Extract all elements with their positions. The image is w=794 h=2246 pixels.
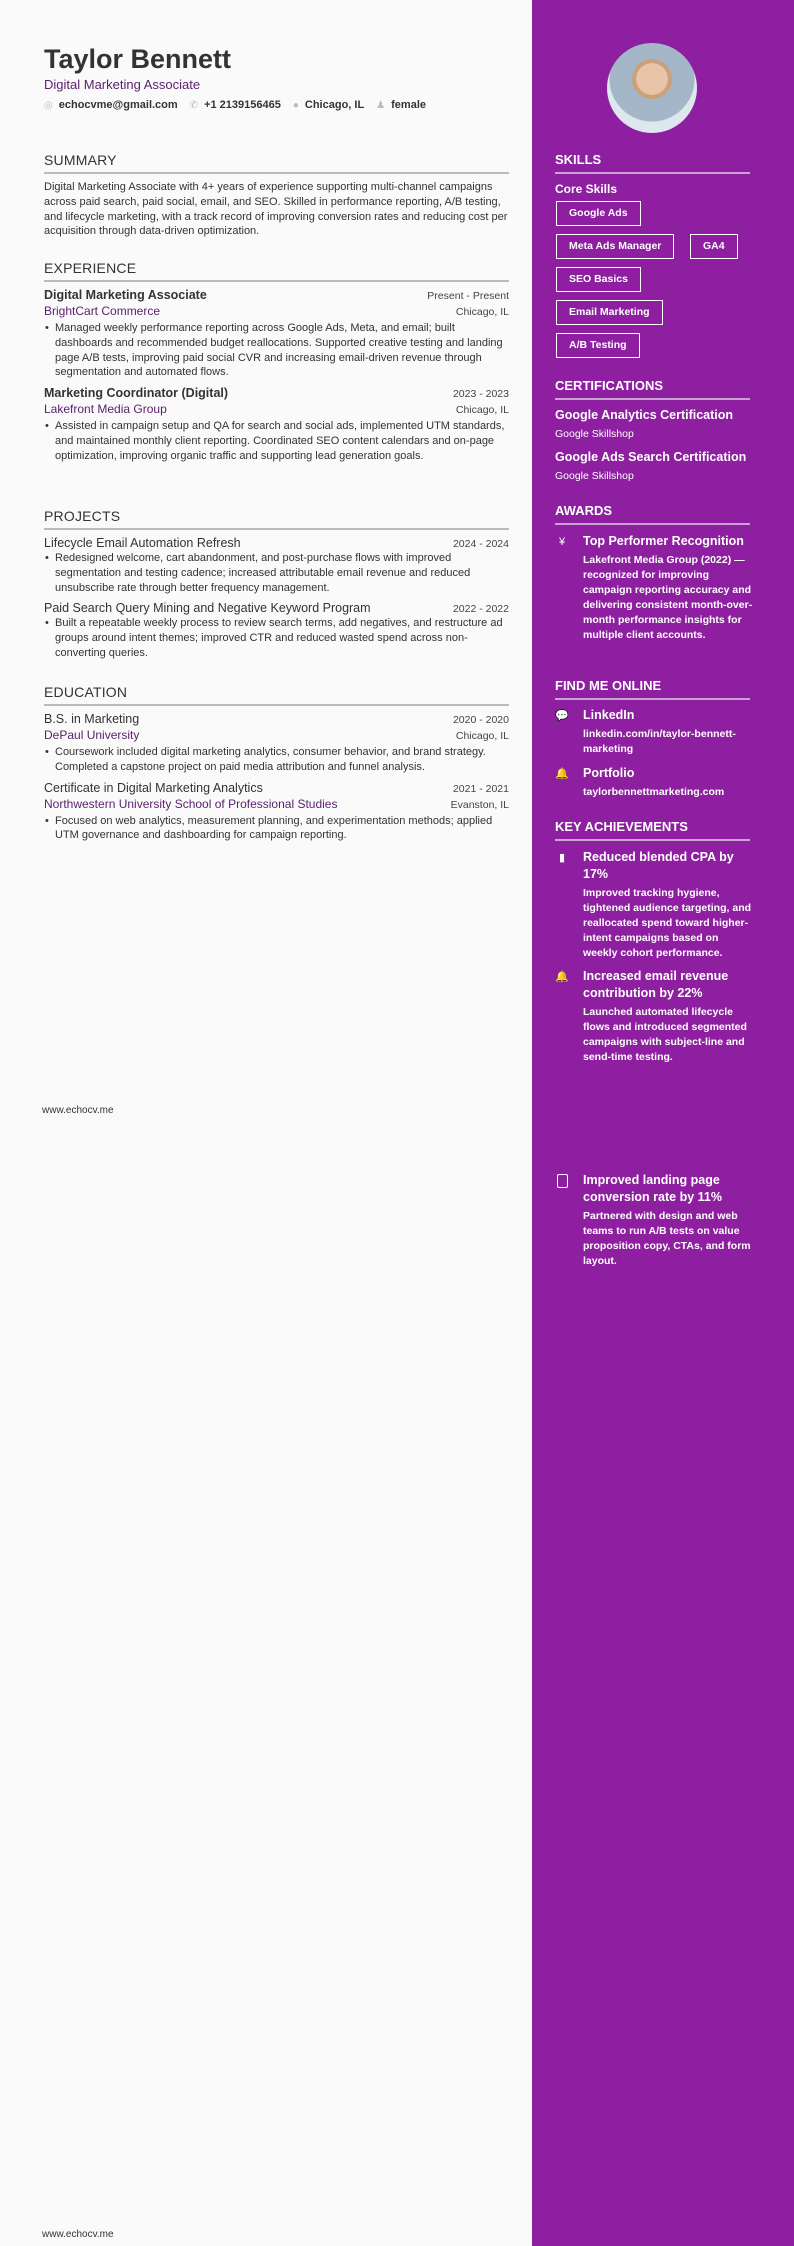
job-bullet: • Assisted in campaign setup and QA for search and social ads, implemented UTM standards, and maintained monthly client reporting. Coordinated SEO content calendars and on-page optimization, improving organic traffic and supporting lead generation goals. bbox=[44, 419, 509, 463]
achievement-title: Reduced blended CPA by 17% bbox=[583, 850, 734, 881]
achievement-title: Improved landing page conversion rate by 11% bbox=[583, 1173, 722, 1204]
job-location: Chicago, IL bbox=[455, 306, 509, 318]
achievement-desc: Improved tracking hygiene, tightened audience targeting, and reallocated spend toward higher-intent campaigns based on weekly cohort performance. bbox=[583, 887, 752, 959]
skill-chip: Email Marketing bbox=[556, 300, 663, 325]
footer-link[interactable]: www.echocv.me bbox=[42, 2229, 114, 2240]
summary-text: Digital Marketing Associate with 4+ years of experience supporting multi-channel campaigns across paid search, paid social, email, and SEO. Skilled in performance reporting, A/B testing, and lifecycle marketing, with a track record of improving conversion rates and reducing cost per acquisition through data-driven optimization. bbox=[44, 181, 508, 238]
candidate-title: Digital Marketing Associate bbox=[44, 77, 201, 92]
section-heading: PROJECTS bbox=[44, 508, 509, 530]
education-item bbox=[44, 712, 509, 775]
section-heading: KEY ACHIEVEMENTS bbox=[555, 819, 750, 841]
project-bullet: • Built a repeatable weekly process to review search terms, add negatives, and restructure ad groups around intent themes; improved CTR and reduced wasted spend across non-converting queries. bbox=[44, 616, 509, 660]
document-icon: ▮ bbox=[558, 852, 566, 864]
candidate-name: Taylor Bennett bbox=[44, 44, 232, 74]
online-item[interactable] bbox=[583, 707, 753, 757]
project-item bbox=[44, 536, 509, 595]
experience-section bbox=[44, 260, 509, 470]
tablet-icon bbox=[557, 1174, 568, 1188]
cert-name: Google Ads Search Certification bbox=[555, 450, 747, 464]
job-dates: 2023 - 2023 bbox=[452, 388, 509, 401]
profile-photo bbox=[607, 43, 697, 133]
project-title: Lifecycle Email Automation Refresh bbox=[44, 536, 241, 550]
experience-item bbox=[44, 288, 509, 380]
email-text: echocvme@gmail.com bbox=[58, 99, 178, 111]
contact-email[interactable] bbox=[44, 99, 178, 111]
achievement-title: Increased email revenue contribution by 22% bbox=[583, 969, 729, 1000]
phone-icon: ✆ bbox=[189, 99, 199, 111]
section-heading: AWARDS bbox=[555, 503, 750, 525]
job-location: Chicago, IL bbox=[455, 404, 509, 417]
phone-text: +1 2139156465 bbox=[204, 99, 281, 111]
section-heading: SUMMARY bbox=[44, 152, 509, 174]
section-heading: EXPERIENCE bbox=[44, 260, 509, 282]
cert-name: Google Analytics Certification bbox=[555, 408, 734, 422]
contact-row bbox=[44, 99, 426, 111]
achievement-item bbox=[583, 1172, 753, 1269]
award-item bbox=[583, 533, 753, 643]
award-desc: Lakefront Media Group (2022) — recognized for improving campaign reporting accuracy and delivering consistent month-over-month performance insights for multiple client accounts. bbox=[583, 554, 753, 641]
bell-icon: 🔔 bbox=[555, 768, 569, 780]
experience-item bbox=[44, 386, 509, 463]
location-text: Chicago, IL bbox=[304, 99, 365, 111]
footer-link[interactable]: www.echocv.me bbox=[42, 1105, 114, 1116]
project-dates: 2024 - 2024 bbox=[452, 538, 509, 550]
company: Lakefront Media Group bbox=[44, 402, 167, 417]
location-icon: ● bbox=[292, 99, 299, 111]
degree: B.S. in Marketing bbox=[44, 712, 140, 726]
edu-location: Chicago, IL bbox=[455, 730, 509, 742]
email-icon: ◎ bbox=[44, 99, 53, 111]
job-dates: Present - Present bbox=[427, 290, 509, 302]
contact-gender bbox=[376, 99, 426, 111]
company: BrightCart Commerce bbox=[44, 304, 161, 318]
skill-chip: GA4 bbox=[690, 234, 738, 259]
project-bullet: • Redesigned welcome, cart abandonment, and post-purchase flows with improved segmentation and testing cadence; increased attributable email revenue and reduced unsubscribe rate through better frequency management. bbox=[44, 551, 509, 595]
section-heading: EDUCATION bbox=[44, 684, 509, 706]
award-title: Top Performer Recognition bbox=[583, 534, 744, 548]
edu-bullet: • Focused on web analytics, measurement planning, and experimentation methods; applied UTM governance and dashboarding for campaign reporting. bbox=[44, 814, 509, 844]
online-label: Portfolio bbox=[583, 766, 635, 780]
school: Northwestern University School of Professional Studies bbox=[44, 796, 338, 811]
projects-section bbox=[44, 508, 509, 667]
project-item bbox=[44, 601, 509, 660]
gender-text: female bbox=[391, 99, 426, 111]
contact-phone[interactable] bbox=[190, 99, 281, 111]
skill-chip: Google Ads bbox=[556, 201, 641, 226]
edu-dates: 2020 - 2020 bbox=[452, 714, 509, 726]
achievement-desc: Partnered with design and web teams to run A/B tests on value proposition copy, CTAs, and form layout. bbox=[583, 1210, 751, 1267]
edu-location: Evanston, IL bbox=[450, 798, 509, 811]
chat-icon: 💬 bbox=[555, 710, 569, 722]
bell-icon: 🔔 bbox=[555, 971, 569, 983]
edu-dates: 2021 - 2021 bbox=[452, 782, 509, 795]
section-heading: SKILLS bbox=[555, 152, 750, 174]
online-item[interactable] bbox=[583, 765, 753, 800]
education-section bbox=[44, 684, 509, 849]
contact-location bbox=[293, 99, 364, 111]
education-item bbox=[44, 781, 509, 844]
achievement-desc: Launched automated lifecycle flows and introduced segmented campaigns with subject-line and send-time testing. bbox=[583, 1006, 747, 1063]
achievement-item bbox=[583, 968, 753, 1065]
skill-chip: Meta Ads Manager bbox=[556, 234, 674, 259]
online-url[interactable]: taylorbennettmarketing.com bbox=[583, 786, 725, 798]
edu-bullet: • Coursework included digital marketing analytics, consumer behavior, and brand strategy. Completed a capstone project on paid media attribution and funnel analysis. bbox=[44, 745, 509, 775]
job-title: Marketing Coordinator (Digital) bbox=[44, 386, 229, 401]
section-heading: CERTIFICATIONS bbox=[555, 378, 750, 400]
job-bullet: • Managed weekly performance reporting across Google Ads, Meta, and email; built dashboards and recommended budget reallocations. Supported creative testing and landing page A/B tests, improving paid social CVR and increasing email-driven revenue through segmentation and automated flows. bbox=[44, 321, 509, 380]
award-icon: ¥ bbox=[558, 536, 566, 548]
online-label: LinkedIn bbox=[583, 708, 635, 722]
project-title: Paid Search Query Mining and Negative Keyword Program bbox=[44, 601, 371, 616]
section-heading: FIND ME ONLINE bbox=[555, 678, 750, 700]
online-url[interactable]: linkedin.com/in/taylor-bennett-marketing bbox=[583, 728, 736, 755]
skill-chip: A/B Testing bbox=[556, 333, 640, 358]
skill-chip: SEO Basics bbox=[556, 267, 641, 292]
project-dates: 2022 - 2022 bbox=[452, 603, 509, 616]
job-title: Digital Marketing Associate bbox=[44, 288, 207, 302]
school: DePaul University bbox=[44, 728, 140, 742]
person-icon: ♟ bbox=[376, 99, 386, 111]
achievement-item bbox=[583, 849, 753, 961]
degree: Certificate in Digital Marketing Analytics bbox=[44, 780, 263, 795]
cert-issuer: Google Skillshop bbox=[555, 470, 634, 482]
cert-issuer: Google Skillshop bbox=[555, 428, 634, 440]
summary-section bbox=[44, 152, 509, 239]
skill-group: Core Skills bbox=[555, 182, 618, 196]
